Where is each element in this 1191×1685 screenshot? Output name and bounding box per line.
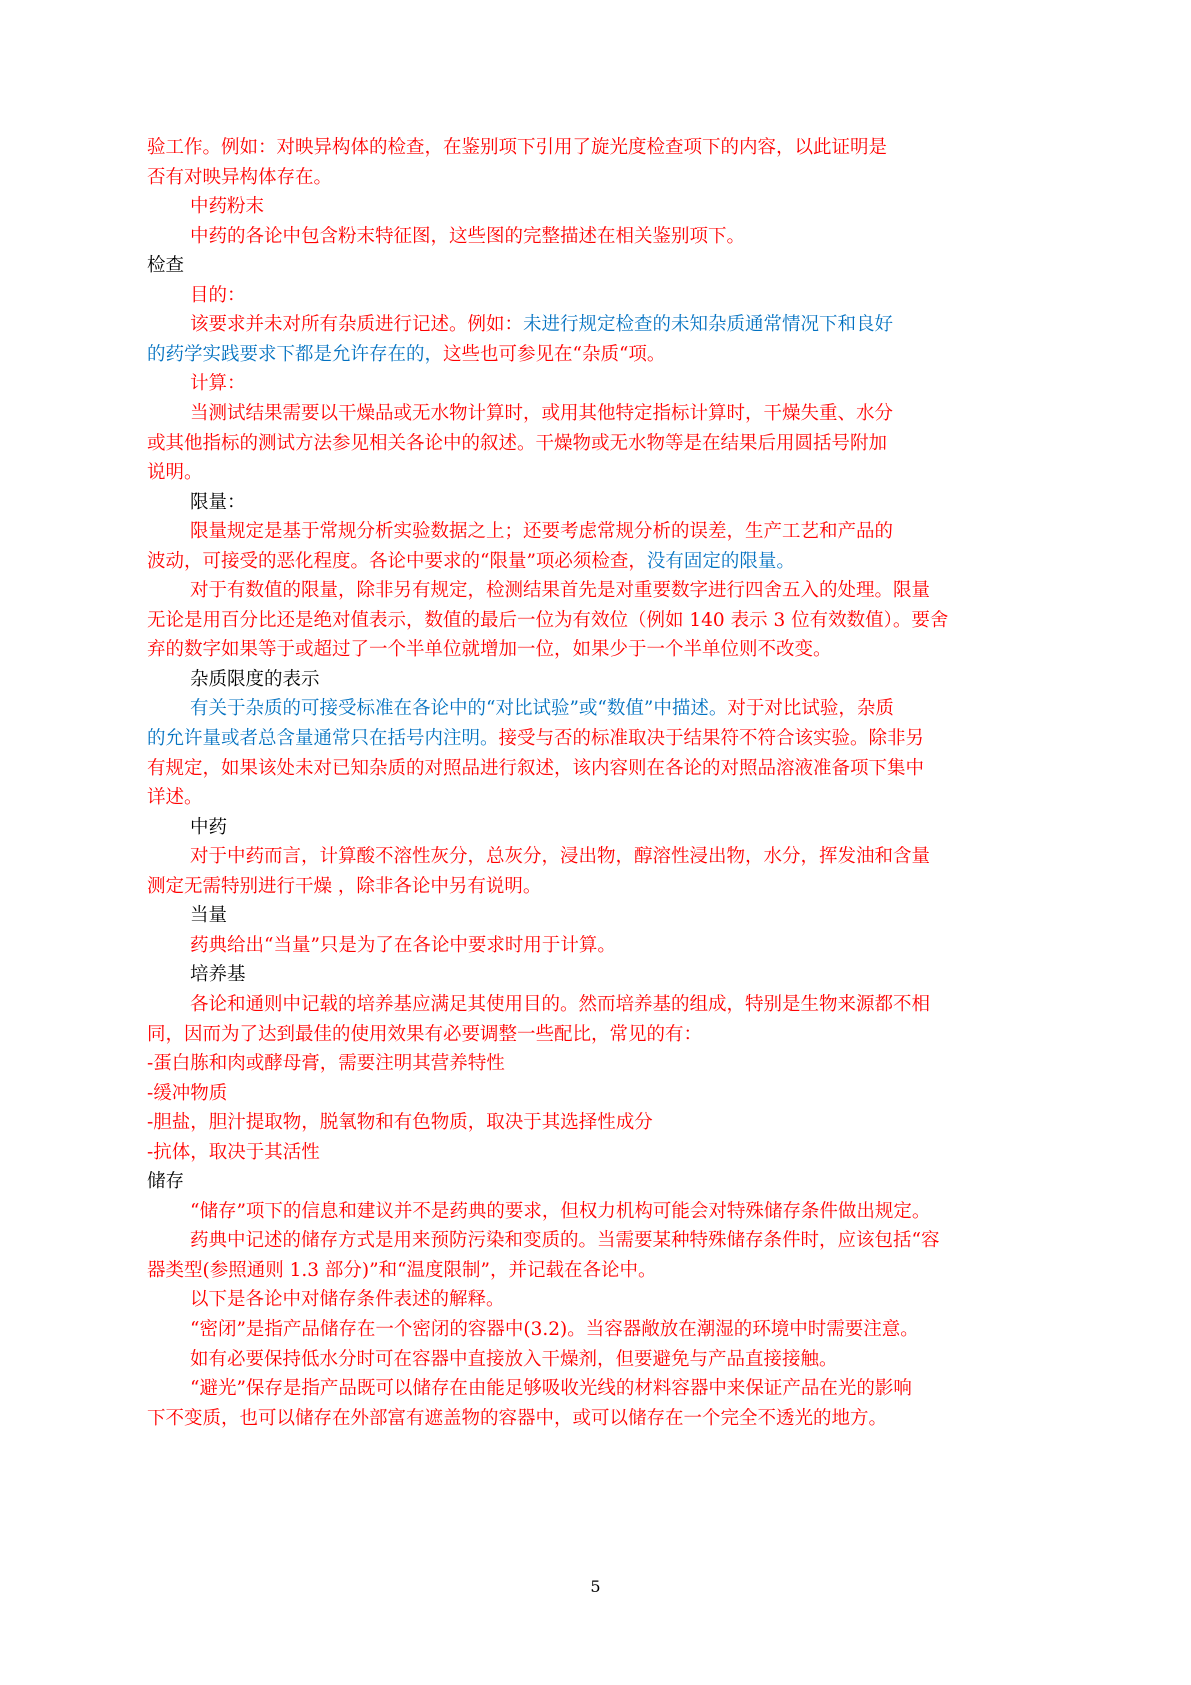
text-run: 有关于杂质的可接受标准在各论中的“对比试验”或“数值”中描述。 xyxy=(190,698,728,720)
text-line xyxy=(147,634,1042,666)
text-run: 中药的各论中包含粉末特征图，这些图的完整描述在相关鉴别项下。 xyxy=(190,225,746,247)
text-run: -抗体，取决于其活性 xyxy=(147,1141,320,1163)
text-line xyxy=(147,605,1042,637)
text-run: 有规定，如果该处未对已知杂质的对照品进行叙述，该内容则在各论的对照品溶液准备项下集中 xyxy=(147,757,925,779)
text-run: 检查 xyxy=(147,255,185,277)
text-line xyxy=(190,1373,1042,1405)
text-line xyxy=(190,221,1042,253)
text-run: 接受与否的标准取决于结果符不符合该实验。除非另 xyxy=(498,728,925,749)
text-line xyxy=(147,782,1042,814)
text-line xyxy=(190,664,1042,696)
text-line xyxy=(147,162,1042,194)
text-run: 限量： xyxy=(190,491,246,513)
text-line xyxy=(147,723,1042,755)
text-run: 详述。 xyxy=(147,787,203,809)
text-line xyxy=(190,930,1042,962)
text-line xyxy=(190,575,1042,607)
text-run: 当量 xyxy=(190,905,228,927)
text-run: 中药粉末 xyxy=(190,196,265,218)
text-run: 否有对映异构体存在。 xyxy=(147,166,333,188)
text-line xyxy=(147,1107,1042,1139)
text-run: 以下是各论中对储存条件表述的解释。 xyxy=(190,1289,505,1311)
text-run: “避光”保存是指产品既可以储存在由能足够吸收光线的材料容器中来保证产品在光的影响 xyxy=(190,1378,912,1400)
text-run: 计算： xyxy=(190,373,246,395)
text-line xyxy=(190,487,1042,519)
text-run: 说明。 xyxy=(147,462,203,484)
text-run: “密闭”是指产品储存在一个密闭的容器中(3.2)。当容器敞放在潮湿的环境中时需要注意。 xyxy=(190,1319,919,1340)
text-run: 该要求并未对所有杂质进行记述。例如： xyxy=(190,314,524,336)
text-run: 波动，可接受的恶化程度。各论中要求的“限量”项必须检查， xyxy=(147,550,647,572)
text-run: 限量规定是基于常规分析实验数据之上；还要考虑常规分析的误差，生产工艺和产品的 xyxy=(190,521,894,543)
text-run: 同，因而为了达到最佳的使用效果有必要调整一些配比，常见的有： xyxy=(147,1023,703,1045)
text-line xyxy=(190,812,1042,844)
text-line xyxy=(190,900,1042,932)
text-line xyxy=(147,250,1042,282)
text-line xyxy=(190,1344,1042,1376)
text-run: 测定无需特别进行干燥 ，除非各论中另有说明。 xyxy=(147,875,542,897)
text-line xyxy=(147,546,1042,578)
text-run: 或其他指标的测试方法参见相关各论中的叙述。干燥物或无水物等是在结果后用圆括号附加 xyxy=(147,432,888,454)
text-line xyxy=(147,1137,1042,1169)
text-run: 这些也可参见在“杂质“项。 xyxy=(443,343,666,365)
text-line xyxy=(190,693,1042,725)
text-line xyxy=(190,398,1042,430)
text-line xyxy=(147,457,1042,489)
text-line xyxy=(190,516,1042,548)
text-run: “储存”项下的信息和建议并不是药典的要求，但权力机构可能会对特殊储存条件做出规定。 xyxy=(190,1200,931,1222)
text-run: 当测试结果需要以干燥品或无水物计算时，或用其他特定指标计算时，干燥失重、水分 xyxy=(190,402,894,424)
text-line xyxy=(190,841,1042,873)
text-run: 如有必要保持低水分时可在容器中直接放入干燥剂，但要避免与产品直接接触。 xyxy=(190,1348,838,1370)
text-line xyxy=(147,871,1042,903)
text-run: 目的： xyxy=(190,284,246,306)
text-run: 培养基 xyxy=(190,964,246,986)
text-line xyxy=(190,191,1042,223)
text-run: 器类型(参照通则 1.3 部分)”和“温度限制”，并记载在各论中。 xyxy=(147,1259,657,1281)
text-run: 下不变质，也可以储存在外部富有遮盖物的容器中，或可以储存在一个完全不透光的地方。 xyxy=(147,1407,888,1429)
text-line xyxy=(190,1314,1042,1346)
text-run: 无论是用百分比还是绝对值表示，数值的最后一位为有效位（例如 140 表示 3 位有效数值）。要舍 xyxy=(147,609,949,631)
text-line xyxy=(190,1196,1042,1228)
text-run: 的允许量或者总含量通常只在括号内注明。 xyxy=(147,728,499,749)
text-line xyxy=(190,1284,1042,1316)
text-line xyxy=(147,1019,1042,1051)
text-line xyxy=(147,753,1042,785)
text-line xyxy=(147,1048,1042,1080)
text-run: 的药学实践要求下都是允许存在的， xyxy=(147,343,444,365)
text-line xyxy=(190,959,1042,991)
text-run: 对于有数值的限量，除非另有规定，检测结果首先是对重要数字进行四舍五入的处理。限量 xyxy=(190,580,931,602)
text-run: 药典中记述的储存方式是用来预防污染和变质的。当需要某种特殊储存条件时，应该包括“容 xyxy=(190,1230,940,1252)
text-run: -蛋白胨和肉或酵母膏，需要注明其营养特性 xyxy=(147,1053,505,1075)
text-line xyxy=(147,339,1042,371)
text-run: 弃的数字如果等于或超过了一个半单位就增加一位，如果少于一个半单位则不改变。 xyxy=(147,639,832,661)
text-run: 验工作。例如：对映异构体的检查，在鉴别项下引用了旋光度检查项下的内容，以此证明是 xyxy=(147,137,888,158)
text-line xyxy=(147,132,1042,164)
text-line xyxy=(147,1255,1042,1287)
text-line xyxy=(190,989,1042,1021)
text-line xyxy=(190,309,1042,341)
text-run: 储存 xyxy=(147,1171,185,1193)
text-line xyxy=(190,368,1042,400)
text-run: 杂质限度的表示 xyxy=(190,668,320,690)
text-run: -胆盐，胆汁提取物，脱氧物和有色物质，取决于其选择性成分 xyxy=(147,1112,653,1134)
text-line xyxy=(147,1166,1042,1198)
text-line xyxy=(147,1078,1042,1110)
text-run: 对于对比试验，杂质 xyxy=(727,698,894,720)
text-line xyxy=(147,428,1042,460)
text-run: 各论和通则中记载的培养基应满足其使用目的。然而培养基的组成，特别是生物来源都不相 xyxy=(190,993,931,1015)
text-run: 中药 xyxy=(190,816,228,838)
text-run: 药典给出“当量”只是为了在各论中要求时用于计算。 xyxy=(190,934,616,956)
text-line xyxy=(190,1225,1042,1257)
text-run: 未进行规定检查的未知杂质通常情况下和良好 xyxy=(523,314,894,336)
text-line xyxy=(190,280,1042,312)
page-number: 5 xyxy=(590,1577,601,1596)
text-run: -缓冲物质 xyxy=(147,1082,228,1104)
text-run: 没有固定的限量。 xyxy=(646,550,795,572)
text-run: 对于中药而言，计算酸不溶性灰分，总灰分，浸出物，醇溶性浸出物，水分，挥发油和含量 xyxy=(190,846,931,868)
text-line xyxy=(147,1403,1042,1435)
